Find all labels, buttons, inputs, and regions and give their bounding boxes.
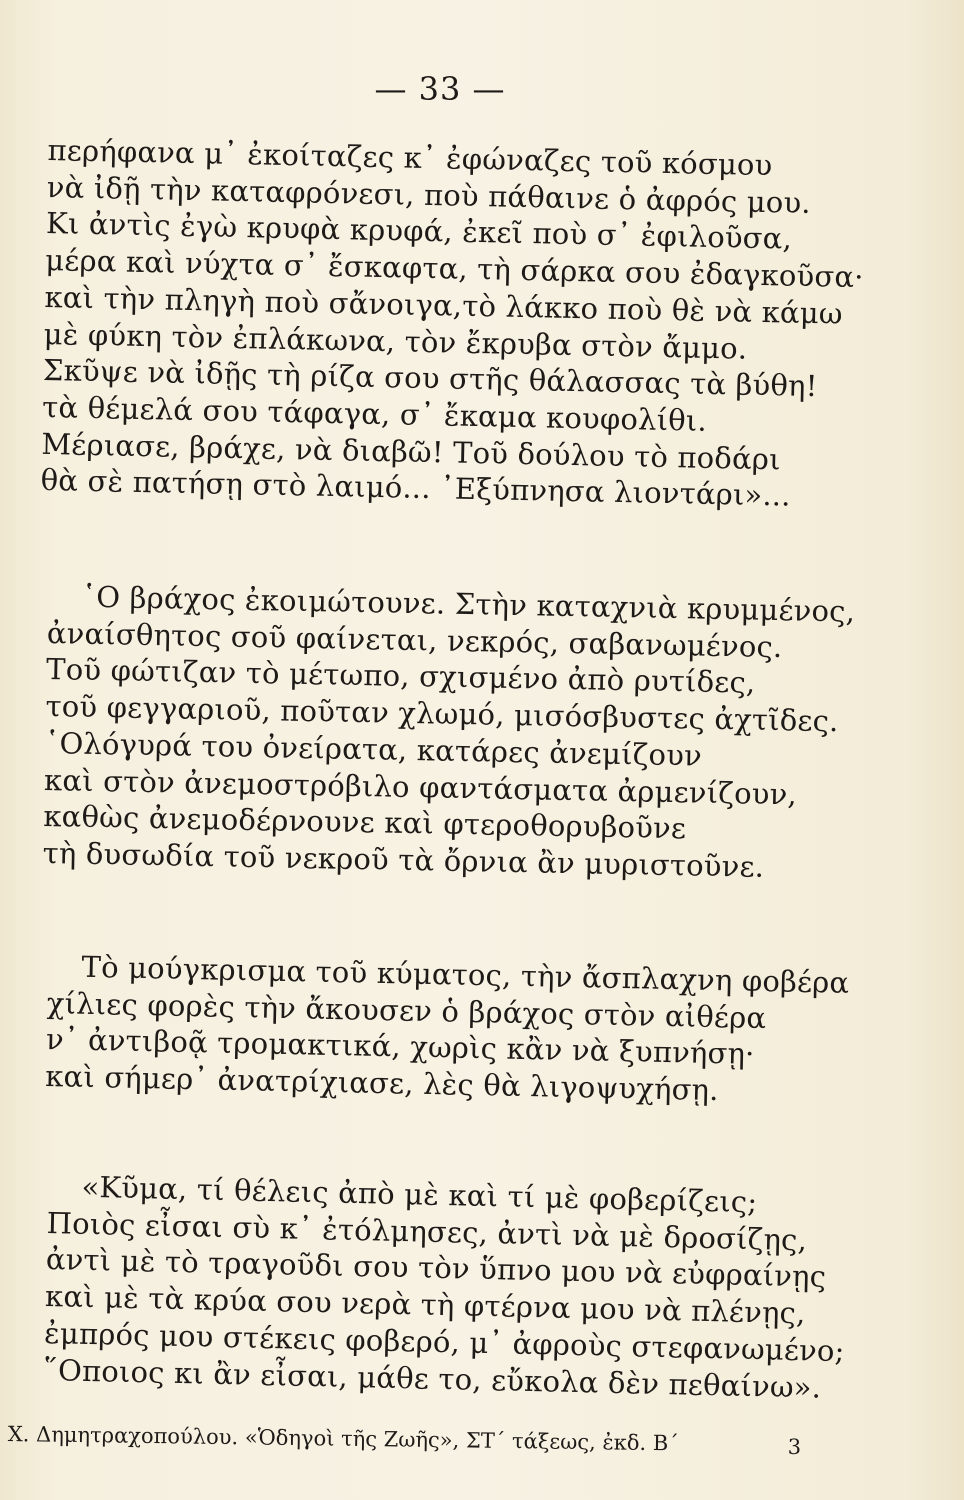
verse-line: τὰ θέμελά σου τάφαγα, σ᾽ ἔκαμα κουφολίθι. [41,389,708,438]
verse-line: Τὸ μούγκρισμα τοῦ κύματος, τὴν ἄσπλαχνη φοβέρα [81,949,850,1000]
verse-line: Μέριασε, βράχε, νὰ διαβῶ! Τοῦ δούλου τὸ ποδάρι [41,426,781,477]
verse-line: ῾Ο βράχος ἐκοιμώτουνε. Στὴν καταχνιὰ κρυμμένος, [81,579,856,629]
signature-mark: 3 [787,1434,802,1460]
verse-line: Τοῦ φώτιζαν τὸ μέτωπο, σχισμένο ἀπὸ ρυτίδες, [45,652,756,701]
verse-line: καὶ στὸν ἀνεμοστρόβιλο φαντάσματα ἀρμενίζουν, [43,762,798,811]
verse-line: μὲ φύκη τὸν ἐπλάκωνα, τὸν ἔκρυβα στὸν ἄμμο. [43,316,748,366]
verse-line: καθὼς ἀνεμοδέρνουνε καὶ φτεροθορυβοῦνε [43,799,687,846]
verse-line: ν᾽ ἀντιβοᾷ τρομακτικά, χωρὶς κἂν νὰ ξυπνήσῃ· [45,1022,755,1072]
verse-line: ῞Οποιος κι ἂν εἶσαι, μάθε το, εὔκολα δὲν πεθαίνω». [43,1352,822,1405]
verse-line: νὰ ἰδῇ τὴν καταφρόνεσι, ποὺ πάθαινε ὁ ἀφρός μου. [46,169,812,220]
verse-line: περήφανα μ᾽ ἐκοίταζες κ᾽ ἐφώναζες τοῦ κόσμου [47,132,773,183]
verse-line: μέρα καὶ νύχτα σ᾽ ἔσκαφτα, τὴ σάρκα σου ἐδαγκοῦσα· [44,243,864,295]
verse-line: Ποιὸς εἶσαι σὺ κ᾽ ἐτόλμησες, ἀντὶ νὰ μὲ δροσίζῃς, [46,1205,808,1257]
page-number: — 33 — [374,70,506,108]
verse-line: ἐμπρός μου στέκεις φοβερό, μ᾽ ἀφροὺς στεφανωμένο; [43,1315,845,1368]
stanza-3 [45,948,848,1112]
verse-line: «Κῦμα, τί θέλεις ἀπὸ μὲ καὶ τί μὲ φοβερίζεις; [81,1169,758,1220]
stanza-2 [42,578,856,887]
verse-line: ἀναίσθητος σοῦ φαίνεται, νεκρός, σαβανωμένος. [46,615,783,664]
footer [8,1422,888,1458]
footer-citation: Χ. Δημητραχοπούλου. «Ὁδηγοὶ τῆς Ζωῆς», ΣΤ΄ τάξεως, ἐκδ. Β΄ [7,1422,679,1456]
verse-line: καὶ σήμερ᾽ ἀνατρίχιασε, λὲς θὰ λιγοψυχήσῃ. [44,1059,719,1108]
verse-line: χίλιες φορὲς τὴν ἄκουσεν ὁ βράχος στὸν αἰθέρα [46,985,767,1035]
stanza-4 [43,1168,848,1406]
verse-line: ἀντὶ μὲ τὸ τραγοῦδι σου τὸν ὕπνο μου νὰ εὐφραίνῃς [45,1242,827,1295]
verse-line: ῾Ολόγυρά του ὀνείρατα, κατάρες ἀνεμίζουν [44,725,703,773]
verse-line: καὶ μὲ τὰ κρύα σου νερὰ τὴ φτέρνα μου νὰ πλένῃς, [44,1279,806,1331]
verse-line: τὴ δυσωδία τοῦ νεκροῦ τὰ ὄρνια ἂν μυριστοῦνε. [42,835,765,884]
verse-line: Σκῦψε νὰ ἰδῇς τὴ ρίζα σου στῆς θάλασσας τὰ βύθη! [42,353,818,404]
verse-line: καὶ τὴν πληγὴ ποὺ σἄνοιγα,τὸ λάκκο ποὺ θὲ νὰ κάμω [44,279,844,331]
verse-line: θὰ σὲ πατήσῃ στὸ λαιμό... ᾿Εξύπνησα λιοντάρι»... [40,463,792,513]
stanza-1 [40,132,864,516]
verse-line: τοῦ φεγγαριοῦ, ποῦταν χλωμό, μισόσβυστες ἀχτῖδες. [45,689,839,739]
verse-line: Κι ἀντὶς ἐγὼ κρυφὰ κρυφά, ἐκεῖ ποὺ σ᾽ ἐφιλοῦσα, [45,206,793,257]
